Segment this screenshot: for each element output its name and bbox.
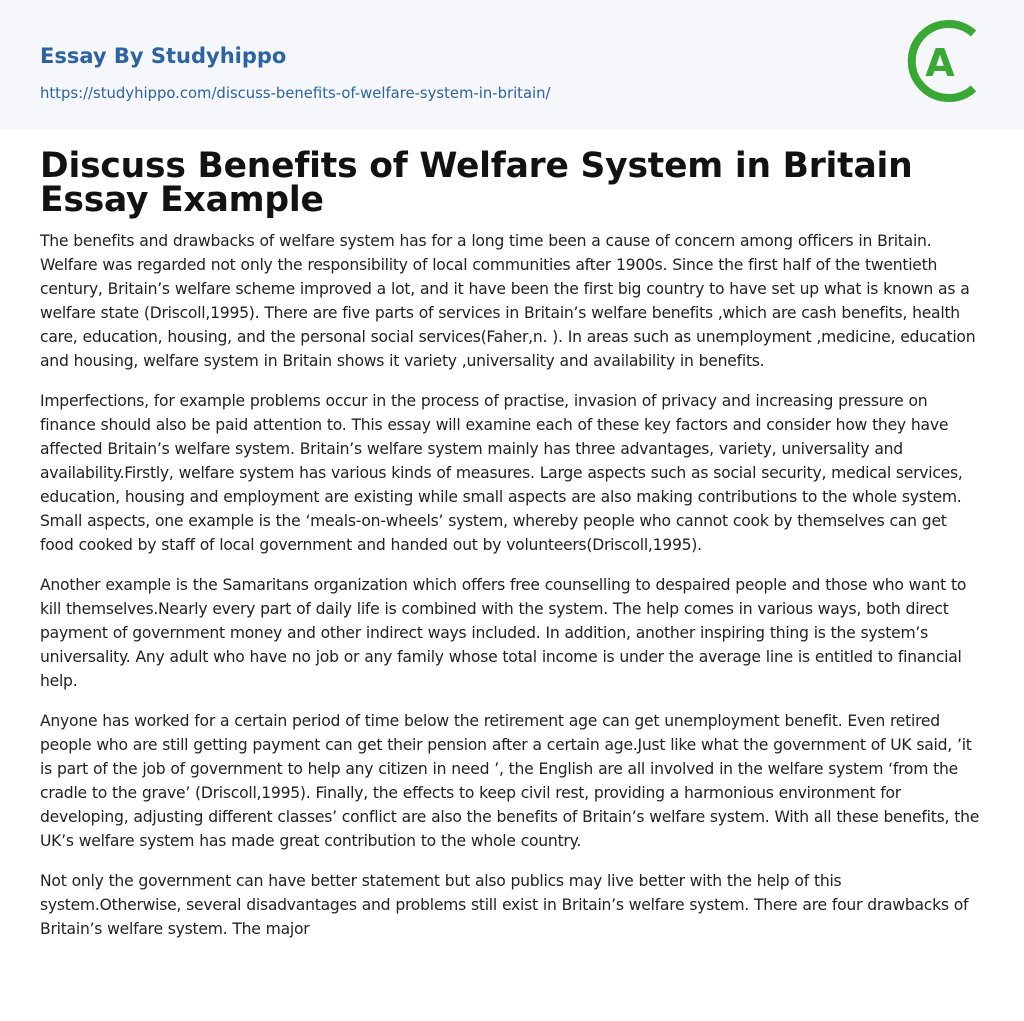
source-url-link[interactable]: https://studyhippo.com/discuss-benefits-of-welfare-system-in-britain/ [40, 85, 551, 102]
essay-paragraph: Anyone has worked for a certain period of time below the retirement age can get unemployment benefit. Even retired people who are still getting payment can get their pension after a certain age.Just like what the government of UK said, ’it is part of the job of government to help any citizen in need ’, the English are all involved in the welfare system ‘from the cradle to the grave’ (Driscoll,1995). Finally, the effects to keep civil rest, providing a harmonious environment for developing, adjusting different classes’ conflict are also the benefits of Britain’s welfare system. With all these benefits, the UK’s welfare system has made great contribution to the whole country. [40, 712, 980, 850]
essay-paragraph: Not only the government can have better statement but also publics may live better with the help of this system.Otherwise, several disadvantages and problems still exist in Britain’s welfare system. There are four drawbacks of Britain’s welfare system. The major [40, 872, 969, 938]
essay-paragraph: Another example is the Samaritans organization which offers free counselling to despaired people and those who want to kill themselves.Nearly every part of daily life is combined with the system. The help comes in various ways, both direct payment of government money and other indirect ways included. In addition, another inspiring thing is the system’s universality. Any adult who have no job or any family whose total income is under the average line is entitled to financial help. [40, 576, 967, 690]
essay-paragraph: Imperfections, for example problems occur in the process of practise, invasion of privacy and increasing pressure on finance should also be paid attention to. This essay will examine each of these key factors and consider how they have affected Britain’s welfare system. Britain’s welfare system mainly has three advantages, variety, universality and availability.Firstly, welfare system has various kinds of measures. Large aspects such as social security, medical services, education, housing and employment are existing while small aspects are also making contributions to the whole system. Small aspects, one example is the ‘meals-on-wheels’ system, whereby people who cannot cook by themselves can get food cooked by staff of local government and handed out by volunteers(Driscoll,1995). [40, 392, 963, 554]
page-title: Discuss Benefits of Welfare System in Britain Essay Example [40, 146, 913, 220]
studyhippo-logo-icon[interactable] [906, 16, 990, 106]
essay-paragraph: The benefits and drawbacks of welfare system has for a long time been a cause of concern among officers in Britain. Welfare was regarded not only the responsibility of local communities after 1900s. Since the first half of the twentieth century, Britain’s welfare scheme improved a lot, and it have been the first big country to have set up what is known as a welfare state (Driscoll,1995). There are five parts of services in Britain’s welfare benefits ,which are cash benefits, health care, education, housing, and the personal social services(Faher,n. ). In areas such as unemployment ,medicine, education and housing, welfare system in Britain shows it variety ,universality and availability in benefits. [40, 232, 976, 370]
article-body [0, 146, 1024, 941]
brand-title[interactable]: Essay By Studyhippo [40, 44, 287, 68]
site-header [0, 0, 1024, 129]
logo-letter: A [925, 41, 955, 85]
